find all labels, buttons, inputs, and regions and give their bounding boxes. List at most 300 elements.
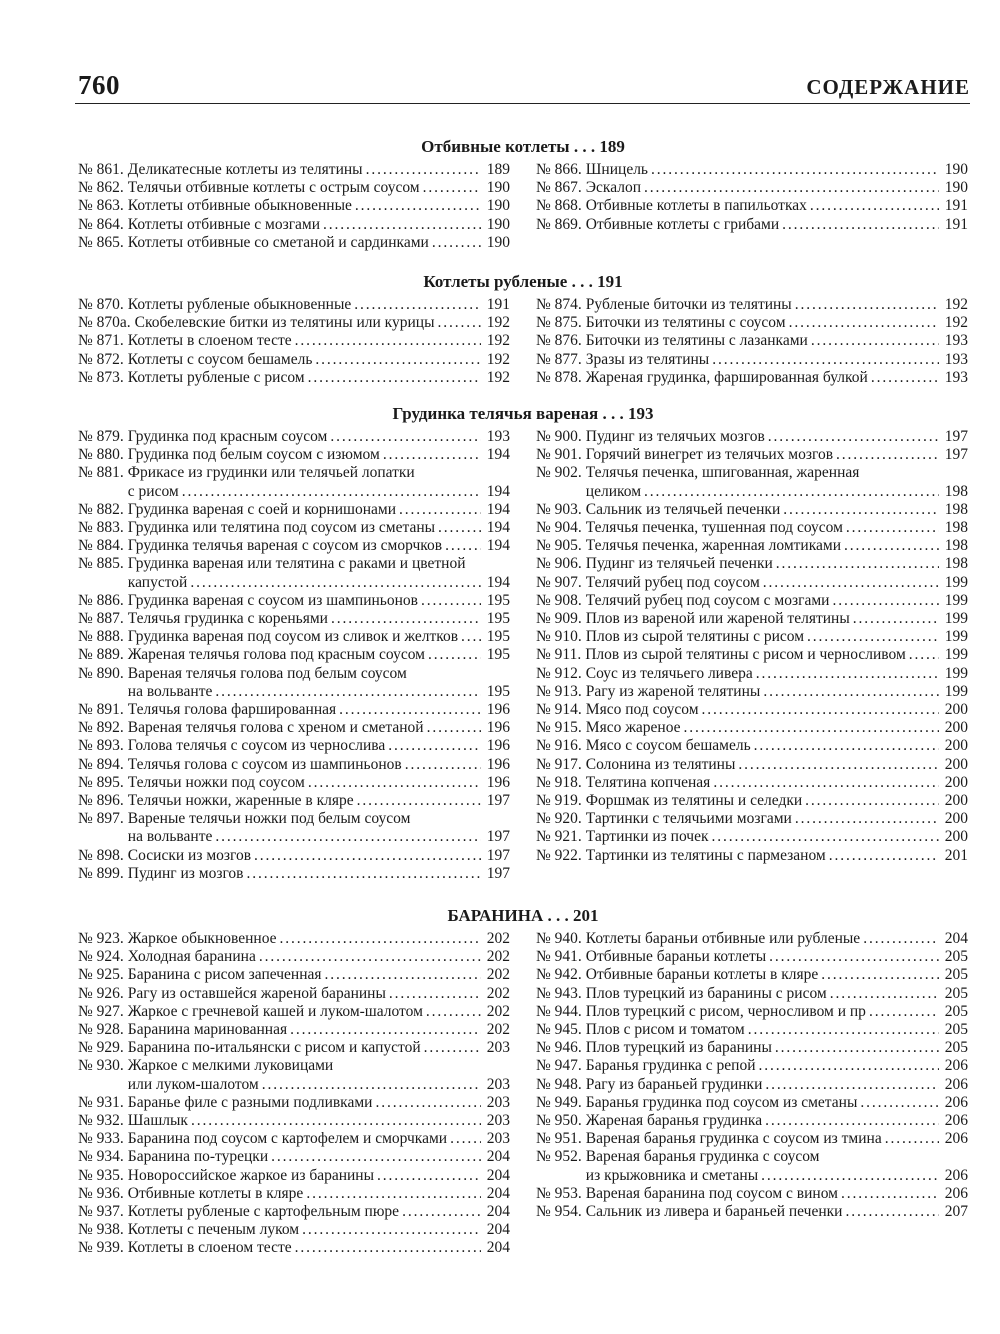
toc-entry[interactable] bbox=[78, 369, 510, 387]
recipe-number: № 886. bbox=[78, 591, 124, 609]
recipe-number: № 910. bbox=[536, 628, 582, 646]
recipe-number: № 952. bbox=[536, 1148, 582, 1166]
toc-entry[interactable] bbox=[536, 646, 968, 664]
recipe-number: № 918. bbox=[536, 773, 582, 791]
toc-entry[interactable] bbox=[536, 369, 968, 387]
recipe-title: Баранина маринованная bbox=[127, 1021, 288, 1039]
toc-entry[interactable] bbox=[78, 1130, 510, 1148]
page-ref: 195 bbox=[486, 628, 510, 646]
toc-entry[interactable] bbox=[78, 865, 510, 883]
recipe-number: № 912. bbox=[536, 664, 582, 682]
right-column bbox=[536, 296, 968, 387]
toc-entry[interactable] bbox=[536, 948, 968, 966]
page-ref: 204 bbox=[486, 1203, 510, 1221]
recipe-title: Биточки из телятины с соусом bbox=[585, 314, 786, 332]
toc-entry[interactable] bbox=[78, 296, 510, 314]
page-ref: 205 bbox=[944, 984, 968, 1002]
page-ref: 196 bbox=[486, 719, 510, 737]
header-rule bbox=[75, 103, 970, 104]
toc-entry[interactable] bbox=[78, 234, 510, 252]
toc-entry[interactable] bbox=[536, 828, 968, 846]
page-ref: 190 bbox=[486, 215, 510, 233]
dot-leader bbox=[748, 1021, 939, 1039]
recipe-number: № 940. bbox=[536, 930, 582, 947]
toc-entry[interactable] bbox=[536, 428, 968, 446]
page-ref: 200 bbox=[944, 755, 968, 773]
page-ref: 204 bbox=[944, 930, 968, 947]
recipe-title: Жареная баранья грудинка bbox=[585, 1112, 763, 1130]
page-ref: 191 bbox=[486, 296, 510, 313]
dot-leader bbox=[775, 1039, 939, 1057]
page-ref: 202 bbox=[486, 930, 510, 947]
recipe-number: № 913. bbox=[536, 682, 582, 700]
toc-entry[interactable] bbox=[536, 197, 968, 215]
toc-entry[interactable] bbox=[78, 930, 510, 948]
page-ref: 202 bbox=[486, 1021, 510, 1039]
toc-entry[interactable] bbox=[78, 985, 510, 1003]
recipe-title: Вареные телячьи ножки под белым соусом bbox=[127, 810, 411, 828]
toc-entry[interactable] bbox=[78, 216, 510, 234]
toc-entry[interactable] bbox=[536, 464, 968, 500]
recipe-title: Грудинка вареная или телятина с раками и цветной bbox=[127, 555, 466, 573]
toc-entry[interactable] bbox=[78, 179, 510, 197]
page-ref: 205 bbox=[944, 1021, 968, 1039]
toc-entry[interactable] bbox=[536, 966, 968, 984]
recipe-number: № 915. bbox=[536, 719, 582, 737]
toc-entry[interactable] bbox=[536, 628, 968, 646]
dot-leader bbox=[438, 519, 481, 537]
toc-entry[interactable] bbox=[78, 1167, 510, 1185]
dot-leader bbox=[306, 1185, 481, 1203]
dot-leader bbox=[871, 369, 939, 387]
toc-entry[interactable] bbox=[78, 610, 510, 628]
dot-leader bbox=[821, 966, 939, 984]
recipe-title: Телячьи ножки под соусом bbox=[127, 773, 305, 791]
toc-entry[interactable] bbox=[536, 519, 968, 537]
page-ref: 194 bbox=[486, 573, 510, 591]
toc-entry[interactable] bbox=[536, 756, 968, 774]
recipe-number: № 863. bbox=[78, 197, 124, 215]
toc-entry[interactable] bbox=[78, 1039, 510, 1057]
recipe-number: № 924. bbox=[78, 948, 124, 966]
recipe-title: Сосиски из мозгов bbox=[127, 846, 252, 864]
dot-leader bbox=[795, 810, 939, 828]
recipe-number: № 936. bbox=[78, 1184, 124, 1202]
recipe-title: Телячьи ножки, жаренные в кляре bbox=[127, 792, 354, 810]
section-title: Отбивные котлеты . . . 189 bbox=[421, 137, 625, 156]
recipe-number: № 870а. bbox=[78, 314, 131, 332]
recipe-number: № 942. bbox=[536, 966, 582, 984]
recipe-number: № 899. bbox=[78, 864, 124, 882]
page-ref: 197 bbox=[486, 864, 510, 882]
recipe-title: Котлеты в слоеном тесте bbox=[127, 1239, 292, 1257]
toc-entry[interactable] bbox=[78, 665, 510, 701]
recipe-title: Котлеты рубленые с рисом bbox=[127, 368, 305, 386]
recipe-number: № 872. bbox=[78, 350, 124, 368]
recipe-title: Соус из телячьего ливера bbox=[585, 664, 753, 682]
dot-leader bbox=[323, 216, 481, 234]
toc-entry[interactable] bbox=[536, 555, 968, 573]
page-ref: 192 bbox=[486, 350, 510, 368]
toc-entry[interactable] bbox=[536, 179, 968, 197]
dot-leader bbox=[738, 756, 939, 774]
toc-entry[interactable] bbox=[78, 592, 510, 610]
left-column bbox=[78, 296, 510, 387]
page-ref: 196 bbox=[486, 773, 510, 791]
recipe-title: Фрикасе из грудинки или телячьей лопатки bbox=[127, 464, 415, 482]
toc-entry[interactable] bbox=[78, 501, 510, 519]
toc-entry[interactable] bbox=[78, 1239, 510, 1257]
recipe-number: № 951. bbox=[536, 1130, 582, 1148]
toc-entry[interactable] bbox=[536, 1130, 968, 1148]
toc-entry[interactable] bbox=[536, 574, 968, 592]
dot-leader bbox=[836, 446, 939, 464]
recipe-title: Грудинка вареная с соей и корнишонами bbox=[127, 500, 397, 518]
left-column bbox=[78, 930, 510, 1258]
dot-leader bbox=[863, 930, 939, 948]
recipe-number: № 889. bbox=[78, 646, 124, 664]
recipe-number: № 893. bbox=[78, 737, 124, 755]
toc-entry[interactable] bbox=[78, 1021, 510, 1039]
recipe-number: № 909. bbox=[536, 610, 582, 628]
page-ref: 193 bbox=[944, 350, 968, 368]
recipe-number: № 916. bbox=[536, 737, 582, 755]
dot-leader bbox=[461, 628, 481, 646]
toc-entry[interactable] bbox=[78, 161, 510, 179]
toc-entry[interactable] bbox=[78, 1185, 510, 1203]
page-ref: 197 bbox=[486, 792, 510, 810]
recipe-title: Котлеты в слоеном тесте bbox=[127, 332, 292, 350]
recipe-title: Мясо с соусом бешамель bbox=[585, 737, 751, 755]
recipe-number: № 869. bbox=[536, 215, 582, 233]
toc-entry[interactable] bbox=[536, 216, 968, 234]
recipe-number: № 904. bbox=[536, 519, 582, 537]
toc-section bbox=[78, 137, 968, 252]
recipe-number: № 900. bbox=[536, 428, 582, 445]
recipe-title: Зразы из телятины bbox=[585, 350, 710, 368]
toc-entry[interactable] bbox=[536, 610, 968, 628]
dot-leader bbox=[450, 1130, 481, 1148]
recipe-title: Баранина по-турецки bbox=[127, 1148, 269, 1166]
page-number: 760 bbox=[78, 70, 120, 100]
toc-entry[interactable] bbox=[536, 351, 968, 369]
recipe-number: № 887. bbox=[78, 610, 124, 628]
recipe-title: Голова телячья с соусом из чернослива bbox=[127, 737, 386, 755]
recipe-title: Телячья печенка, тушенная под соусом bbox=[585, 519, 843, 537]
toc-entry[interactable] bbox=[78, 1094, 510, 1112]
dot-leader bbox=[290, 1021, 481, 1039]
toc-entry[interactable] bbox=[536, 1003, 968, 1021]
page-ref: 199 bbox=[944, 628, 968, 646]
page-ref: 203 bbox=[486, 1075, 510, 1093]
toc-entry[interactable] bbox=[536, 446, 968, 464]
recipe-number: № 945. bbox=[536, 1021, 582, 1039]
page-ref: 200 bbox=[944, 773, 968, 791]
dot-leader bbox=[423, 179, 481, 197]
dot-leader bbox=[190, 574, 481, 592]
recipe-title: Плов турецкий из баранины с рисом bbox=[585, 984, 827, 1002]
recipe-title: Вареная телячья голова под белым соусом bbox=[127, 664, 407, 682]
dot-leader bbox=[388, 737, 481, 755]
page-ref: 192 bbox=[486, 314, 510, 332]
recipe-number: № 877. bbox=[536, 350, 582, 368]
toc-entry[interactable] bbox=[78, 351, 510, 369]
recipe-title: Котлеты отбивные обыкновенные bbox=[127, 197, 352, 215]
recipe-title: Мясо под соусом bbox=[585, 701, 699, 719]
toc-entry[interactable] bbox=[78, 446, 510, 464]
toc-section bbox=[78, 404, 968, 883]
toc-entry[interactable] bbox=[78, 756, 510, 774]
toc-entry[interactable] bbox=[536, 1148, 968, 1184]
toc-entry[interactable] bbox=[78, 628, 510, 646]
toc-entry[interactable] bbox=[78, 701, 510, 719]
toc-entry[interactable] bbox=[536, 501, 968, 519]
page-ref: 206 bbox=[944, 1112, 968, 1130]
dot-leader bbox=[426, 1003, 481, 1021]
page-ref: 202 bbox=[486, 966, 510, 984]
toc-entry[interactable] bbox=[78, 464, 510, 500]
page-ref: 204 bbox=[486, 1148, 510, 1166]
recipe-title: Жареная телячья голова под красным соусом bbox=[127, 646, 425, 664]
dot-leader bbox=[644, 179, 939, 197]
toc-entry[interactable] bbox=[536, 665, 968, 683]
toc-entry[interactable] bbox=[536, 985, 968, 1003]
recipe-number: № 881. bbox=[78, 464, 124, 482]
toc-entry[interactable] bbox=[536, 537, 968, 555]
toc-entry[interactable] bbox=[78, 537, 510, 555]
recipe-title: Баранина по-итальянски с рисом и капустой bbox=[127, 1039, 421, 1057]
dot-leader bbox=[254, 847, 481, 865]
page-ref: 194 bbox=[486, 537, 510, 555]
toc-entry[interactable] bbox=[78, 847, 510, 865]
toc-entry[interactable] bbox=[78, 737, 510, 755]
recipe-title: Жаркое с мелкими луковицами bbox=[127, 1057, 334, 1075]
page-ref: 194 bbox=[486, 482, 510, 500]
recipe-title: Скобелевские битки из телятины или курицы bbox=[134, 314, 435, 332]
toc-entry[interactable] bbox=[78, 314, 510, 332]
page-ref: 202 bbox=[486, 948, 510, 966]
dot-leader bbox=[765, 1112, 939, 1130]
dot-leader bbox=[259, 948, 481, 966]
toc-entry[interactable] bbox=[536, 774, 968, 792]
recipe-title: Новороссийское жаркое из баранины bbox=[127, 1166, 375, 1184]
toc-entry[interactable] bbox=[536, 161, 968, 179]
toc-entry[interactable] bbox=[78, 1003, 510, 1021]
toc-entry[interactable] bbox=[536, 332, 968, 350]
toc-entry[interactable] bbox=[536, 296, 968, 314]
toc-entry[interactable] bbox=[78, 966, 510, 984]
toc-entry[interactable] bbox=[78, 1148, 510, 1166]
page-ref: 197 bbox=[486, 846, 510, 864]
page-ref: 198 bbox=[944, 519, 968, 537]
recipe-title: Котлеты отбивные с мозгами bbox=[127, 215, 321, 233]
toc-entry[interactable] bbox=[536, 1021, 968, 1039]
recipe-title: Вареная баранья грудинка с соусом bbox=[585, 1148, 820, 1166]
recipe-title: Телячья голова с соусом из шампиньонов bbox=[127, 755, 402, 773]
dot-leader bbox=[765, 1076, 939, 1094]
recipe-number: № 903. bbox=[536, 500, 582, 518]
recipe-title: Тартинки с телячьими мозгами bbox=[585, 810, 792, 828]
dot-leader bbox=[805, 792, 939, 810]
left-column bbox=[78, 161, 510, 252]
toc-entry[interactable] bbox=[536, 1185, 968, 1203]
toc-entry[interactable] bbox=[78, 332, 510, 350]
recipe-number: № 944. bbox=[536, 1002, 582, 1020]
recipe-title: Грудинка под красным соусом bbox=[127, 428, 328, 445]
toc-entry[interactable] bbox=[78, 810, 510, 846]
dot-leader bbox=[325, 966, 481, 984]
dot-leader bbox=[402, 1203, 481, 1221]
toc-entry[interactable] bbox=[78, 792, 510, 810]
recipe-title: Баранья грудинка под соусом из сметаны bbox=[585, 1093, 858, 1111]
toc-entry[interactable] bbox=[536, 592, 968, 610]
recipe-title: Вареная телячья голова с хреном и сметаной bbox=[127, 719, 424, 737]
page-ref: 197 bbox=[944, 446, 968, 464]
recipe-number: № 879. bbox=[78, 428, 124, 445]
dot-leader bbox=[782, 216, 939, 234]
toc-entry[interactable] bbox=[78, 555, 510, 591]
recipe-title: Отбивные котлеты в кляре bbox=[127, 1184, 304, 1202]
recipe-number: № 864. bbox=[78, 215, 124, 233]
dot-leader bbox=[853, 610, 939, 628]
toc-entry[interactable] bbox=[536, 792, 968, 810]
page-ref: 205 bbox=[944, 1002, 968, 1020]
page-ref: 199 bbox=[944, 573, 968, 591]
recipe-number: № 892. bbox=[78, 719, 124, 737]
page-ref: 199 bbox=[944, 664, 968, 682]
page-ref: 193 bbox=[486, 428, 510, 445]
recipe-number: № 950. bbox=[536, 1112, 582, 1130]
toc-entry[interactable] bbox=[78, 1203, 510, 1221]
toc-entry[interactable] bbox=[536, 930, 968, 948]
toc-entry[interactable] bbox=[78, 519, 510, 537]
dot-leader bbox=[375, 1094, 481, 1112]
recipe-number: № 949. bbox=[536, 1093, 582, 1111]
recipe-number: № 906. bbox=[536, 555, 582, 573]
dot-leader bbox=[383, 446, 481, 464]
recipe-title: Деликатесные котлеты из телятины bbox=[127, 161, 363, 178]
recipe-title: Грудинка телячья вареная с соусом из сморчков bbox=[127, 537, 443, 555]
recipe-title: целиком bbox=[585, 482, 642, 500]
page-ref: 206 bbox=[944, 1184, 968, 1202]
toc-entry[interactable] bbox=[536, 701, 968, 719]
toc-entry[interactable] bbox=[536, 737, 968, 755]
dot-leader bbox=[795, 296, 939, 314]
toc-entry[interactable] bbox=[536, 1057, 968, 1075]
toc-entry[interactable] bbox=[536, 1094, 968, 1112]
dot-leader bbox=[845, 1203, 939, 1221]
recipe-title: Пудинг из телячьих мозгов bbox=[585, 428, 765, 445]
toc-entry[interactable] bbox=[78, 197, 510, 215]
dot-leader bbox=[712, 351, 939, 369]
toc-entry[interactable] bbox=[536, 810, 968, 828]
page-ref: 204 bbox=[486, 1166, 510, 1184]
recipe-title: Телячья печенка, шпигованная, жаренная bbox=[585, 464, 860, 482]
recipe-number: № 937. bbox=[78, 1203, 124, 1221]
page-ref: 200 bbox=[944, 792, 968, 810]
dot-leader bbox=[399, 501, 481, 519]
recipe-title: Вареная баранина под соусом с вином bbox=[585, 1184, 838, 1202]
dot-leader bbox=[262, 1076, 481, 1094]
recipe-title: Телятина копченая bbox=[585, 773, 711, 791]
toc-entry[interactable] bbox=[536, 1039, 968, 1057]
dot-leader bbox=[761, 1167, 939, 1185]
page-ref: 206 bbox=[944, 1130, 968, 1148]
dot-leader bbox=[768, 428, 939, 446]
recipe-number: № 891. bbox=[78, 701, 124, 719]
page-ref: 200 bbox=[944, 701, 968, 719]
recipe-title: Рубленые биточки из телятины bbox=[585, 296, 792, 313]
recipe-title: Жаркое обыкновенное bbox=[127, 930, 277, 947]
toc-entry[interactable] bbox=[536, 314, 968, 332]
toc-entry[interactable] bbox=[536, 719, 968, 737]
recipe-title: Котлеты с печеным луком bbox=[127, 1221, 300, 1239]
recipe-title: капустой bbox=[127, 573, 188, 591]
page-ref: 196 bbox=[486, 701, 510, 719]
recipe-number: № 931. bbox=[78, 1093, 124, 1111]
recipe-number: № 908. bbox=[536, 591, 582, 609]
page-ref: 191 bbox=[944, 215, 968, 233]
recipe-number: № 933. bbox=[78, 1130, 124, 1148]
toc-entry[interactable] bbox=[536, 847, 968, 865]
recipe-title: Пудинг из телячьей печенки bbox=[585, 555, 773, 573]
page-ref: 190 bbox=[486, 179, 510, 197]
recipe-title: Котлеты отбивные со сметаной и сардинками bbox=[127, 233, 429, 251]
recipe-title: Баранина под соусом с картофелем и сморчками bbox=[127, 1130, 448, 1148]
recipe-number: № 935. bbox=[78, 1166, 124, 1184]
recipe-title: Рагу из оставшейся жареной баранины bbox=[127, 984, 386, 1002]
dot-leader bbox=[215, 683, 481, 701]
toc-entry[interactable] bbox=[78, 948, 510, 966]
page-ref: 197 bbox=[486, 828, 510, 846]
toc-entry[interactable] bbox=[536, 1076, 968, 1094]
toc-entry[interactable] bbox=[78, 719, 510, 737]
toc-entry[interactable] bbox=[78, 646, 510, 664]
recipe-title: с рисом bbox=[127, 482, 179, 500]
dot-leader bbox=[909, 646, 939, 664]
page-ref: 199 bbox=[944, 682, 968, 700]
page-ref: 196 bbox=[486, 737, 510, 755]
toc-entry[interactable] bbox=[536, 683, 968, 701]
page-ref: 204 bbox=[486, 1239, 510, 1257]
recipe-number: № 927. bbox=[78, 1002, 124, 1020]
toc-entry[interactable] bbox=[78, 1112, 510, 1130]
toc-entry[interactable] bbox=[78, 774, 510, 792]
toc-entry[interactable] bbox=[536, 1203, 968, 1221]
recipe-title: Телячья грудинка с кореньями bbox=[127, 610, 328, 628]
page-ref: 206 bbox=[944, 1075, 968, 1093]
recipe-title: Шашлык bbox=[127, 1112, 188, 1130]
toc-entry[interactable] bbox=[536, 1112, 968, 1130]
page-ref: 205 bbox=[944, 948, 968, 966]
toc-entry[interactable] bbox=[78, 428, 510, 446]
recipe-title: Плов из сырой телятины с рисом bbox=[585, 628, 805, 646]
dot-leader bbox=[810, 197, 939, 215]
dot-leader bbox=[811, 332, 939, 350]
page-ref: 202 bbox=[486, 1002, 510, 1020]
recipe-title: Плов из сырой телятины с рисом и черносливом bbox=[585, 646, 906, 664]
dot-leader bbox=[763, 574, 939, 592]
toc-entry[interactable] bbox=[78, 1057, 510, 1093]
recipe-number: № 911. bbox=[536, 646, 582, 664]
dot-leader bbox=[354, 296, 481, 314]
running-title: СОДЕРЖАНИЕ bbox=[806, 75, 970, 99]
dot-leader bbox=[885, 1130, 939, 1148]
page-ref: 201 bbox=[944, 846, 968, 864]
toc-entry[interactable] bbox=[78, 1221, 510, 1239]
recipe-number: № 941. bbox=[536, 948, 582, 966]
dot-leader bbox=[330, 428, 481, 446]
